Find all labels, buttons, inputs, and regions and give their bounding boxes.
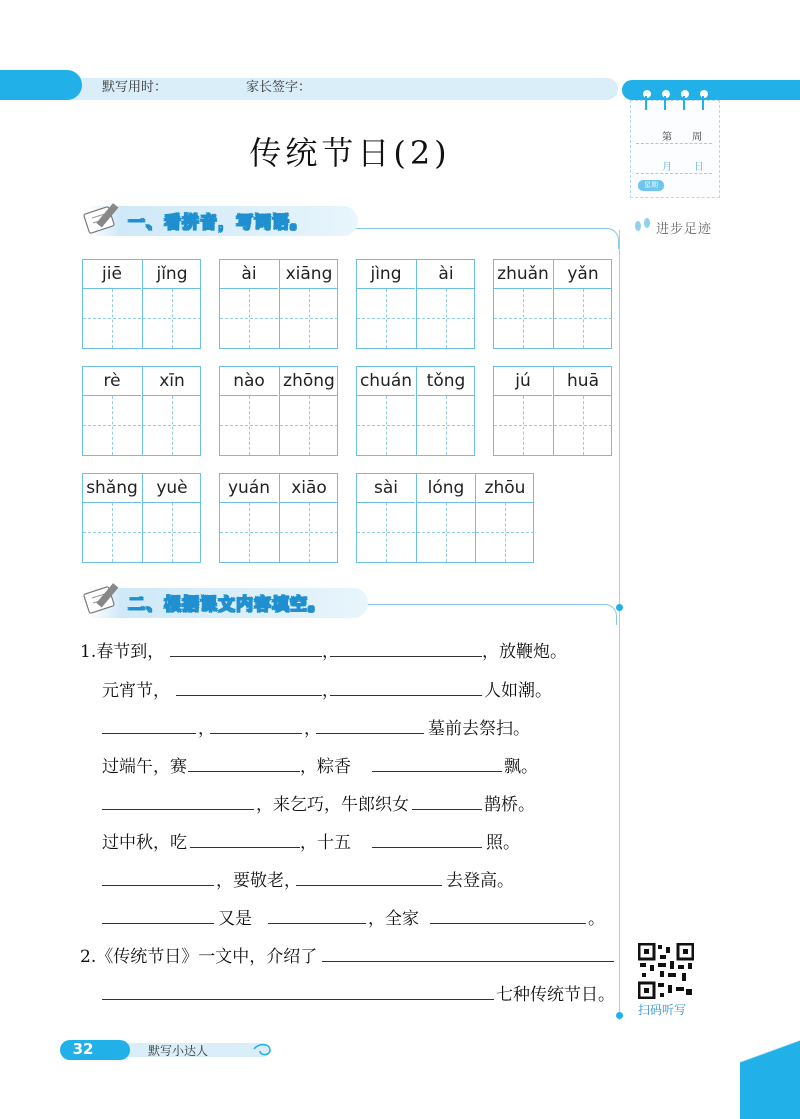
grid-guide: [494, 425, 552, 426]
grid-guide: [357, 532, 415, 533]
tian-grid[interactable]: [280, 289, 338, 348]
calendar-week-zhou: 周: [692, 132, 702, 143]
swirl-icon: [252, 1041, 274, 1059]
character-cell[interactable]: [357, 260, 415, 348]
tian-grid[interactable]: [417, 396, 475, 455]
character-cell[interactable]: [142, 474, 201, 562]
pinyin-label: yǎn: [554, 260, 612, 289]
character-cell[interactable]: [475, 474, 534, 562]
character-cell[interactable]: [83, 474, 141, 562]
character-cell[interactable]: [279, 474, 338, 562]
side-dot: [616, 604, 623, 611]
character-cell[interactable]: [553, 260, 612, 348]
pinyin-label: sài: [357, 474, 415, 503]
character-cell[interactable]: [142, 367, 201, 455]
series-name: 默写小达人: [148, 1044, 209, 1058]
side-rule: [619, 230, 620, 1020]
q1-text: 元宵节，: [102, 681, 170, 701]
answer-blank[interactable]: [102, 999, 494, 1000]
q1-text: 。: [588, 909, 605, 929]
ring-icon: [679, 88, 691, 100]
progress-label: 进步足迹: [656, 222, 713, 237]
word-box: [219, 366, 338, 456]
pinyin-label: yuán: [220, 474, 278, 503]
pinyin-label: huā: [554, 367, 612, 396]
parent-signature-label: 家长签字：: [246, 80, 312, 95]
q1-text: ，: [322, 681, 339, 701]
tian-grid[interactable]: [280, 396, 338, 455]
answer-blank[interactable]: [176, 695, 322, 696]
grid-guide: [280, 318, 338, 319]
pinyin-label: zhuǎn: [494, 260, 552, 289]
page-number: 32: [72, 1040, 94, 1058]
character-cell[interactable]: [416, 260, 475, 348]
answer-blank[interactable]: [102, 809, 254, 810]
q1-text: 墓前去祭扫。: [428, 719, 530, 739]
tian-grid[interactable]: [476, 503, 534, 562]
word-box: [82, 366, 201, 456]
pinyin-label: chuán: [357, 367, 415, 396]
character-cell[interactable]: [220, 367, 278, 455]
grid-guide: [357, 318, 415, 319]
tian-grid[interactable]: [220, 289, 278, 348]
ring-stem: [645, 96, 647, 110]
tian-grid[interactable]: [357, 289, 415, 348]
word-box: [82, 473, 201, 563]
q1-text: ，全家: [368, 909, 419, 929]
pinyin-label: tǒng: [417, 367, 475, 396]
character-cell[interactable]: [279, 260, 338, 348]
tian-grid[interactable]: [494, 289, 552, 348]
answer-blank[interactable]: [430, 923, 586, 924]
grid-guide: [357, 425, 415, 426]
answer-blank[interactable]: [330, 695, 482, 696]
q1-text: ，放鞭炮。: [482, 642, 567, 662]
footprints-icon: [632, 216, 654, 234]
grid-guide: [417, 532, 475, 533]
pinyin-label: rè: [83, 367, 141, 396]
qr-caption: 扫码听写: [638, 1003, 687, 1017]
tian-grid[interactable]: [280, 503, 338, 562]
word-box: [356, 259, 475, 349]
character-cell[interactable]: [142, 260, 201, 348]
character-cell[interactable]: [494, 367, 552, 455]
grid-guide: [220, 532, 278, 533]
answer-blank[interactable]: [102, 885, 214, 886]
header-tab: [0, 70, 82, 100]
grid-guide: [494, 318, 552, 319]
pinyin-label: shǎng: [83, 474, 141, 503]
grid-guide: [143, 425, 201, 426]
character-cell[interactable]: [416, 367, 475, 455]
q1-text: 照。: [486, 833, 520, 853]
side-dot: [616, 1012, 623, 1019]
pinyin-label: ài: [220, 260, 278, 289]
calendar-weekday-badge: 星期: [638, 180, 664, 191]
character-cell[interactable]: [416, 474, 475, 562]
ring-stem: [702, 96, 704, 110]
answer-blank[interactable]: [210, 733, 302, 734]
answer-blank[interactable]: [316, 733, 424, 734]
q1-text: ，: [198, 719, 215, 739]
tian-grid[interactable]: [83, 396, 141, 455]
character-cell[interactable]: [494, 260, 552, 348]
pencil-notebook-icon: [82, 198, 128, 238]
tian-grid[interactable]: [494, 396, 552, 455]
answer-blank[interactable]: [372, 847, 482, 848]
tian-grid[interactable]: [220, 396, 278, 455]
pinyin-label: xiāng: [280, 260, 338, 289]
q1-text: 鹊桥。: [484, 795, 535, 815]
pinyin-label: ài: [417, 260, 475, 289]
character-cell[interactable]: [83, 260, 141, 348]
tian-grid[interactable]: [417, 503, 475, 562]
answer-blank[interactable]: [322, 961, 614, 962]
tian-grid[interactable]: [83, 289, 141, 348]
pinyin-label: jú: [494, 367, 552, 396]
pencil-notebook-icon: [82, 578, 128, 618]
q2-text: 2.《传统节日》一文中，介绍了: [80, 947, 318, 967]
tian-grid[interactable]: [554, 289, 612, 348]
pinyin-label: nào: [220, 367, 278, 396]
grid-guide: [280, 532, 338, 533]
q1-text: ，粽香: [300, 757, 351, 777]
character-cell[interactable]: [553, 367, 612, 455]
pinyin-label: zhōng: [280, 367, 338, 396]
grid-guide: [554, 425, 612, 426]
character-cell[interactable]: [83, 367, 141, 455]
calendar-day: 日: [694, 162, 704, 173]
pinyin-label: xiāo: [280, 474, 338, 503]
q1-text: ，要敬老，: [216, 871, 301, 891]
section-rule: [350, 604, 617, 625]
grid-guide: [83, 425, 141, 426]
grid-guide: [143, 318, 201, 319]
ring-icon: [641, 88, 653, 100]
pinyin-label: jǐng: [143, 260, 201, 289]
q1-text: ，来乞巧，牛郎织女: [256, 795, 409, 815]
ring-stem: [664, 96, 666, 110]
grid-guide: [83, 532, 141, 533]
calendar-month: 月: [662, 162, 672, 173]
answer-blank[interactable]: [102, 733, 196, 734]
tian-grid[interactable]: [220, 503, 278, 562]
section1-heading: 一、看拼音，写词语。: [128, 213, 308, 233]
answer-blank[interactable]: [330, 656, 482, 657]
word-box: [219, 259, 338, 349]
answer-blank[interactable]: [412, 809, 482, 810]
tian-grid[interactable]: [143, 289, 201, 348]
word-box: [82, 259, 201, 349]
answer-blank[interactable]: [170, 656, 322, 657]
word-box: [356, 473, 534, 563]
tian-grid[interactable]: [554, 396, 612, 455]
qr-code[interactable]: [638, 943, 694, 999]
q1-text: ，: [304, 719, 321, 739]
grid-guide: [476, 532, 534, 533]
section-rule: [330, 228, 619, 249]
word-box: [493, 366, 612, 456]
pinyin-label: yuè: [143, 474, 201, 503]
page-corner-decoration: [740, 1009, 800, 1119]
grid-guide: [417, 425, 475, 426]
answer-blank[interactable]: [102, 923, 214, 924]
grid-guide: [220, 318, 278, 319]
dictation-time-label: 默写用时：: [102, 80, 168, 95]
answer-blank[interactable]: [296, 885, 442, 886]
q1-text: 过端午，赛: [102, 757, 187, 777]
grid-guide: [417, 318, 475, 319]
tian-grid[interactable]: [143, 396, 201, 455]
pinyin-label: jìng: [357, 260, 415, 289]
answer-blank[interactable]: [190, 847, 300, 848]
calendar-week-di: 第: [662, 132, 672, 143]
q1-text: ，: [322, 642, 339, 662]
pinyin-label: lóng: [417, 474, 475, 503]
q1-text: 1.春节到，: [80, 642, 165, 662]
section2-heading: 二、根据课文内容填空。: [128, 595, 326, 615]
character-cell[interactable]: [220, 260, 278, 348]
ring-icon: [698, 88, 710, 100]
ring-icon: [660, 88, 672, 100]
answer-blank[interactable]: [268, 923, 366, 924]
q1-text: 去登高。: [446, 871, 514, 891]
tian-grid[interactable]: [417, 289, 475, 348]
grid-guide: [280, 425, 338, 426]
page-title: 传统节日(2): [249, 134, 451, 172]
character-cell[interactable]: [357, 474, 415, 562]
tian-grid[interactable]: [357, 503, 415, 562]
answer-blank[interactable]: [188, 771, 300, 772]
word-box: [219, 473, 338, 563]
grid-guide: [83, 318, 141, 319]
answer-blank[interactable]: [372, 771, 502, 772]
word-box: [356, 366, 475, 456]
q1-text: 过中秋，吃: [102, 833, 187, 853]
pinyin-label: jiē: [83, 260, 141, 289]
grid-guide: [220, 425, 278, 426]
character-cell[interactable]: [279, 367, 338, 455]
pinyin-label: zhōu: [476, 474, 534, 503]
ring-stem: [683, 96, 685, 110]
character-cell[interactable]: [220, 474, 278, 562]
word-box: [493, 259, 612, 349]
tian-grid[interactable]: [357, 396, 415, 455]
q1-text: 又是: [218, 909, 252, 929]
pinyin-label: xīn: [143, 367, 201, 396]
grid-guide: [143, 532, 201, 533]
q1-text: 飘。: [504, 757, 538, 777]
tian-grid[interactable]: [143, 503, 201, 562]
grid-guide: [554, 318, 612, 319]
q1-text: ，十五: [300, 833, 351, 853]
q2-text: 七种传统节日。: [496, 985, 615, 1005]
character-cell[interactable]: [357, 367, 415, 455]
tian-grid[interactable]: [83, 503, 141, 562]
q1-text: 人如潮。: [484, 681, 552, 701]
